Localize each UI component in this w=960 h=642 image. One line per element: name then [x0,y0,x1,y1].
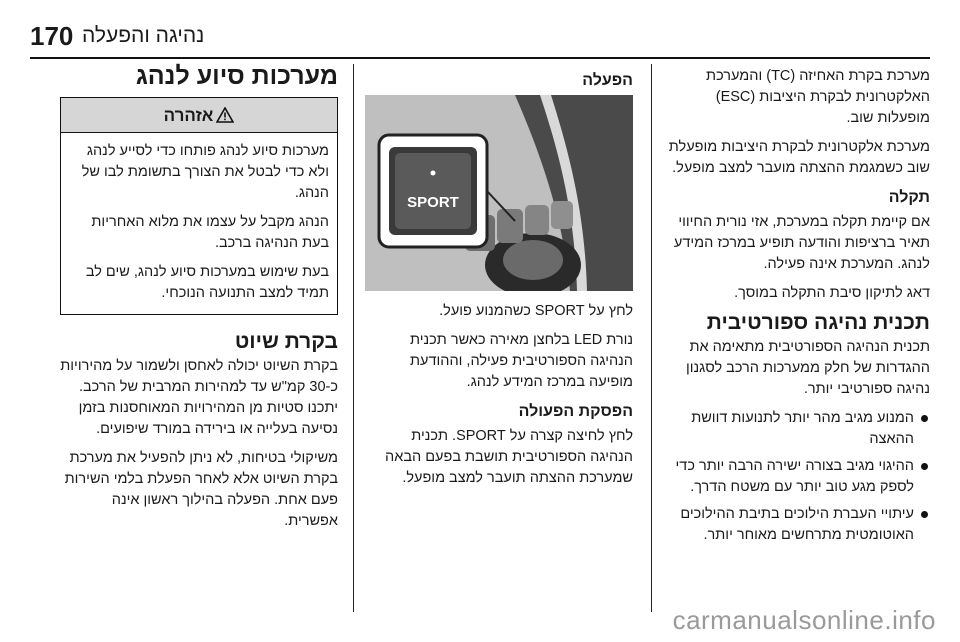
paragraph: בעת שימוש במערכות סיוע לנהג, שים לב תמיד למצב התנועה הנוכחי. [85,264,329,301]
fault-text: אם קיימת תקלה במערכת, אזי נורית החיווי תאיר ברציפות והודעה תופיע במרכז המידע לנהג. המערכת אינה פעילה. [673,214,930,272]
warning-triangle-icon [216,107,234,123]
column-middle [365,66,633,497]
page-number: 170 [30,21,74,51]
paragraph: משיקולי בטיחות, לא ניתן להפעיל את מערכת בקרת השיוט אלא לאחר הפעלת בלמי השירות פעם אחת. הפעלה בהילוך ראשון אינה אפשרית. [64,450,338,529]
header-rule [30,57,930,59]
list-item [662,408,930,450]
photo-caption: לחץ על SPORT כשהמנוע פועל. [439,303,633,319]
section-heading-driver-assistance: מערכות סיוע לנהג [135,62,338,90]
bullet-icon [921,511,928,518]
warning-header [61,98,337,133]
chapter-title: נהיגה והפעלה [82,24,205,47]
column-divider-left [353,64,354,612]
paragraph: דאג לתיקון סיבת התקלה במוסך. [734,285,930,301]
watermark: carmanualsonline.info [672,605,936,635]
column-left [60,62,338,540]
section-heading-deactivation: הפסקת הפעולה [518,403,633,420]
section-heading-operation: הפעלה [582,72,633,89]
paragraph: מערכת בקרת האחיזה (TC) והמערכת האלקטרונית לבקרת היציבות (ESC) מופעלות שוב. [706,68,930,126]
bullet-icon [921,415,928,422]
column-divider-right [651,64,652,612]
warning-box [60,97,338,315]
paragraph: מערכות סיוע לנהג פותחו כדי לסייע לנהג ולא כדי לבטל את הצורך בתשומת לבו של הנהג. [81,143,329,201]
section-heading-cruise-control: בקרת שיוט [234,330,338,353]
paragraph: מערכת אלקטרונית לבקרת היציבות מופעלת שוב כשמגמת ההצתה מועבר למצב מופעל. [668,139,930,176]
column-right [662,66,930,552]
page-header [0,0,960,56]
list-item [662,456,930,498]
bullet-text: המנוע מגיב מהר יותר לתנועות דוושת ההאצה [691,410,914,447]
paragraph: נורת LED בלחצן מאירה כאשר תכנית הנהיגה הספורטיבית פעילה, וההודעת מופיעה במרכז המידע לנהג. [410,332,633,390]
bullet-list [662,408,930,546]
list-item [662,504,930,546]
paragraph: תכנית הנהיגה הספורטיבית מתאימה את ההגדרות של חלק ממערכות הרכב לסגנון נהיגה ספורטיבי יותר. [685,339,930,397]
bullet-text: ההיגוי מגיב בצורה ישירה הרבה יותר כדי לספק מגע טוב יותר עם משטח הדרך. [675,458,914,495]
bullet-text: עיתויי העברת הילוכים בתיבת ההילוכים האוטומטית מתרחשים מאוחר יותר. [680,506,914,543]
warning-body [61,133,337,314]
paragraph: לחץ לחיצה קצרה על SPORT. תכנית הנהיגה הספורטיבית תושבת בפעם הבאה שמערכת ההצתה תועבר למצב מופעל. [385,428,633,486]
warning-title: אזהרה [163,105,214,125]
sport-button-photo [365,95,633,291]
paragraph: הנהג מקבל על עצמו את מלוא האחריות בעת הנהיגה ברכב. [91,214,329,251]
sport-button-label: SPORT [407,194,459,211]
paragraph [662,212,930,275]
section-heading-sport: תכנית נהיגה ספורטיבית [706,311,930,334]
bullet-icon [921,463,928,470]
section-heading-fault: תקלה [888,189,930,206]
paragraph: בקרת השיוט יכולה לאחסן ולשמור על מהירויות כ-30 קמ"ש עד למהירות המרבית של הרכב. יתכנו סטיות מן המהירויות המאוחסנות בזמן נסיעה בעלייה או בירידה במורד שיפועים. [60,358,338,437]
